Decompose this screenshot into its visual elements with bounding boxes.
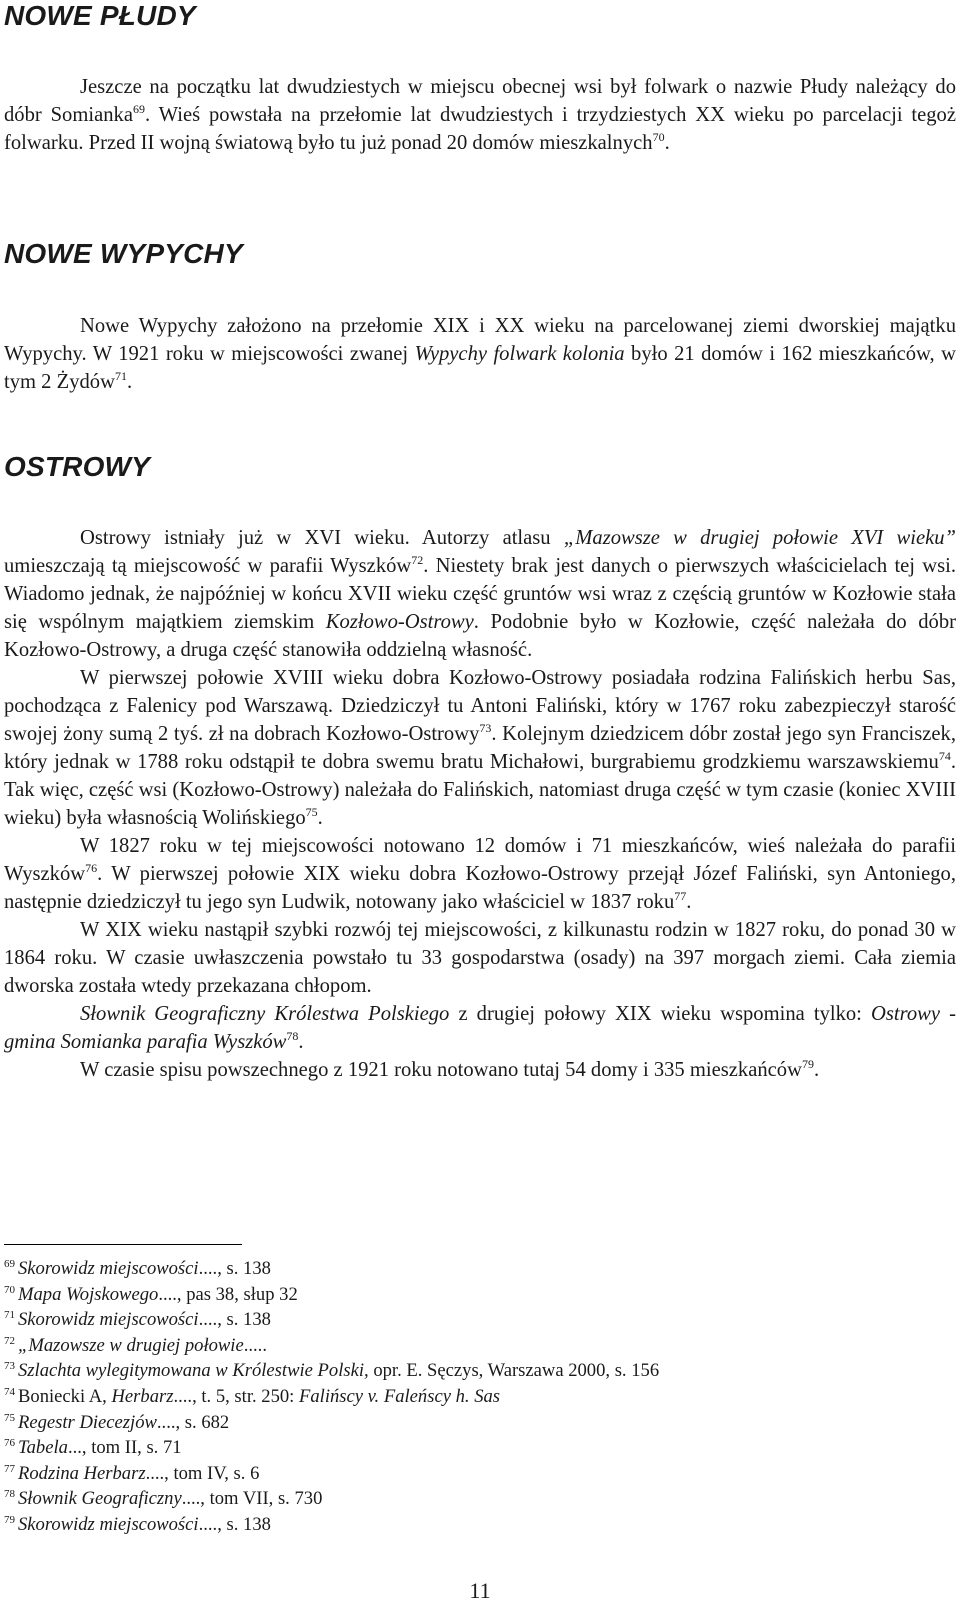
footnote-title: Herbarz xyxy=(111,1385,174,1407)
footnote-text: opr. E. Sęczys, Warszawa 2000, s. 156 xyxy=(368,1360,660,1382)
heading-nowe-wypychy: NOWE WYPYCHY xyxy=(4,238,243,269)
footnote-text: ...., tom IV, s. 6 xyxy=(145,1462,260,1484)
paragraph xyxy=(4,916,956,1000)
text: . W pierwszej połowie XIX wieku dobra Kozłowo-Ostrowy przejął Józef Faliński, syn Antoniego, następnie dziedziczył tu jego syn Ludwik, notowany jako właściciel w 1837 roku xyxy=(4,863,956,913)
footnote xyxy=(4,1358,904,1384)
text: . xyxy=(317,807,323,829)
text: umieszczają tą miejscowość w parafii Wyszków xyxy=(4,555,412,577)
footnote xyxy=(4,1461,904,1487)
paragraph xyxy=(4,73,956,157)
footnote-title: Skorowidz miejscowości xyxy=(18,1513,199,1535)
footnote-ref: 70 xyxy=(652,130,665,144)
italic-text: Kozłowo-Ostrowy xyxy=(325,611,474,633)
section-nowe-pludy xyxy=(4,73,956,157)
footnote-ref: 79 xyxy=(801,1057,814,1071)
paragraph xyxy=(4,312,956,396)
italic-text: Ostrowy - gmina Somianka parafia Wyszków xyxy=(4,1003,956,1053)
italic-text: Słownik Geograficzny Królestwa Polskiego xyxy=(80,1003,450,1025)
heading-nowe-pludy: NOWE PŁUDY xyxy=(4,0,196,31)
footnote-ref: 74 xyxy=(938,749,951,763)
text: . xyxy=(664,132,670,154)
footnote xyxy=(4,1512,904,1538)
footnote-text: ..... xyxy=(243,1334,267,1356)
footnote-title: „Mazowsze w drugiej połowie xyxy=(18,1334,244,1356)
text: W XIX wieku nastąpił szybki rozwój tej miejscowości, z kilkunastu rodzin w 1827 roku, do ponad 30 w 1864 roku. W czasie uwłaszczenia powstało tu 33 gospodarstwa (osady) na 397 morgach ziemi. Cała ziemia dworska została wtedy przekazana chłopom. xyxy=(4,919,956,997)
footnote-number: 77 xyxy=(4,1462,15,1475)
page-number: 11 xyxy=(469,1578,491,1603)
footnote-number: 74 xyxy=(4,1385,15,1398)
heading-ostrowy: OSTROWY xyxy=(4,451,151,482)
footnote-title: Regestr Diecezjów xyxy=(18,1411,157,1433)
text: W pierwszej połowie XVIII wieku dobra Kozłowo-Ostrowy posiadała rodzina Falińskich herbu Sas, pochodząca z Falenicy pod Warszawą. Dziedziczył tu Antoni Faliński, który w 1767 roku zabezpieczył starość swojej żony sumą 2 tyś. zł na dobrach Kozłowo-Ostrowy xyxy=(4,667,956,745)
footnote-text: ...., s. 138 xyxy=(198,1513,271,1535)
footnote-text: ...., s. 682 xyxy=(156,1411,230,1433)
footnote xyxy=(4,1435,904,1461)
paragraph xyxy=(4,664,956,832)
footnote-title: Skorowidz miejscowości xyxy=(18,1309,199,1331)
text: . xyxy=(686,891,692,913)
text: . xyxy=(813,1059,820,1081)
footnote-title: Tabela xyxy=(18,1437,68,1459)
footnote-ref: 77 xyxy=(674,889,687,903)
paragraph xyxy=(4,832,956,916)
footnote-number: 71 xyxy=(4,1309,15,1322)
footnote-text: ...., s. 138 xyxy=(198,1309,271,1331)
paragraph xyxy=(4,524,956,664)
footnote-text: ..., tom II, s. 71 xyxy=(67,1437,182,1459)
footnote-text: ...., s. 138 xyxy=(198,1258,271,1279)
footnote-text: ...., t. 5, str. 250: xyxy=(173,1385,299,1407)
footnote xyxy=(4,1307,904,1333)
footnote-ref: 75 xyxy=(305,805,318,819)
footnote-separator xyxy=(4,1244,242,1245)
footnote xyxy=(4,1333,904,1359)
footnote-number: 79 xyxy=(4,1513,15,1526)
footnote-author: Boniecki A, xyxy=(18,1385,112,1407)
text: . Wieś powstała na przełomie lat dwudziestych i trzydziestych XX wieku po parcelacji tegoż folwarku. Przed II wojną światową było tu już ponad 20 domów mieszkalnych xyxy=(4,104,956,154)
text: . Tak więc, część wsi (Kozłowo-Ostrowy) należała do Falińskich, natomiast druga część w tym czasie (koniec XVIII wieku) była własnością Wolińskiego xyxy=(4,751,956,829)
footnote-number: 73 xyxy=(4,1360,15,1373)
text: . xyxy=(126,371,133,393)
footnote xyxy=(4,1282,904,1308)
footnote xyxy=(4,1410,904,1436)
footnote-number: 72 xyxy=(4,1334,15,1347)
footnote-title: Rodzina Herbarz xyxy=(18,1462,146,1484)
text: Jeszcze na początku lat dwudziestych w miejscu obecnej wsi był folwark o nazwie Płudy należący do dóbr Somianka xyxy=(4,76,956,126)
text: . Niestety brak jest danych o pierwszych właścicielach tej wsi. Wiadomo jednak, że najpóźniej w końcu XVII wieku część gruntów wsi wraz z częścią gruntów w Kozłowie stała się wspólnym majątkiem ziemskim xyxy=(4,555,956,633)
footnote-ref: 78 xyxy=(286,1029,299,1043)
section-nowe-wypychy xyxy=(4,312,956,396)
footnote-ref: 72 xyxy=(411,553,424,567)
footnote-number: 76 xyxy=(4,1437,15,1450)
text: . Podobnie było w Kozłowie, część należała do dóbr Kozłowo-Ostrowy, a druga część stanowiła oddzielną własność. xyxy=(4,611,956,661)
text: Ostrowy istniały już w XVI wieku. Autorzy atlasu xyxy=(80,527,564,549)
footnote-title: Falińscy v. Faleńscy h. Sas xyxy=(299,1385,501,1407)
footnotes xyxy=(4,1256,904,1538)
footnote-ref: 71 xyxy=(114,369,127,383)
italic-text: „Mazowsze w drugiej połowie XVI wieku” xyxy=(563,527,956,549)
footnote-ref: 69 xyxy=(132,102,145,116)
footnote-number: 78 xyxy=(4,1488,15,1501)
footnote-title: Mapa Wojskowego xyxy=(18,1283,159,1305)
footnote xyxy=(4,1256,904,1282)
footnote xyxy=(4,1384,904,1410)
text: . xyxy=(298,1031,304,1053)
paragraph xyxy=(4,1056,956,1084)
footnote-number: 70 xyxy=(4,1283,15,1296)
footnote-text: ...., pas 38, słup 32 xyxy=(158,1283,298,1305)
footnote-title: Słownik Geograficzny xyxy=(18,1488,182,1510)
footnote-ref: 76 xyxy=(85,861,98,875)
footnote-text: ...., tom VII, s. 730 xyxy=(181,1488,323,1510)
text: z drugiej połowy XIX wieku wspomina tylko: xyxy=(449,1003,872,1025)
text: . Kolejnym dziedzicem dóbr został jego syn Franciszek, który jednak w 1788 roku odstąpił te dobra swemu bratu Michałowi, burgrabiemu grodzkiemu warszawskiemu xyxy=(4,723,956,773)
footnote-title: Skorowidz miejscowości xyxy=(18,1258,199,1279)
footnote-number: 69 xyxy=(4,1258,15,1270)
italic-text: Wypychy folwark kolonia xyxy=(414,343,625,365)
text: Nowe Wypychy założono na przełomie XIX i XX wieku na parcelowanej ziemi dworskiej majątku Wypychy. W 1921 roku w miejscowości zwanej xyxy=(4,315,956,365)
footnote-title: Szlachta wylegitymowana w Królestwie Polski, xyxy=(18,1360,369,1382)
text: było 21 domów i 162 mieszkańców, w tym 2 Żydów xyxy=(4,343,956,393)
text: W czasie spisu powszechnego z 1921 roku notowano tutaj 54 domy i 335 mieszkańców xyxy=(80,1059,802,1081)
footnote-ref: 73 xyxy=(479,721,492,735)
section-ostrowy xyxy=(4,524,956,1084)
text: W 1827 roku w tej miejscowości notowano 12 domów i 71 mieszkańców, wieś należała do parafii Wyszków xyxy=(4,835,956,885)
footnote-number: 75 xyxy=(4,1411,15,1424)
paragraph xyxy=(4,1000,956,1056)
footnote xyxy=(4,1486,904,1512)
